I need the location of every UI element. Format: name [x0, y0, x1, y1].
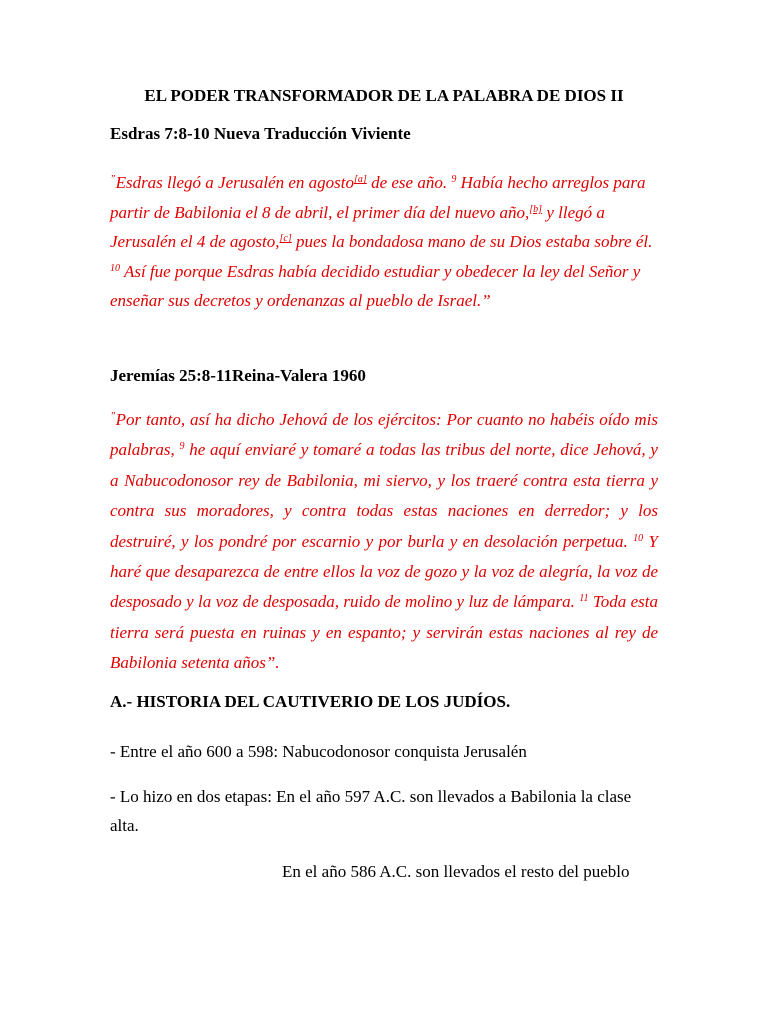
verse-number-9: 9	[451, 174, 457, 185]
verse-number-11: 11	[579, 593, 589, 605]
quote-esdras	[110, 168, 658, 316]
quote-text: Toda esta tierra será puesta en ruinas y en espanto; y servirán estas naciones al rey de Babilonia setenta años”.	[110, 592, 658, 673]
quote-text: de ese año.	[366, 173, 452, 192]
quote-text: pues la bondadosa mano de su Dios estaba sobre él.	[291, 232, 653, 252]
footnote-link-c[interactable]: [c]	[279, 233, 292, 245]
quote-text: Por tanto, así ha dicho Jehová de los ejércitos: Por cuanto no habéis oído mis palabras,	[110, 410, 658, 460]
document-title: EL PODER TRANSFORMADOR DE LA PALABRA DE DIOS II	[144, 86, 624, 105]
quote-jeremias	[110, 405, 658, 679]
footnote-link-b[interactable]: [b]	[529, 203, 543, 215]
paragraph-two-stages: - Lo hizo en dos etapas: En el año 597 A.C. son llevados a Babilonia la clase alta.	[110, 787, 632, 835]
open-quote-mark: ”	[110, 174, 116, 185]
open-quote-mark: ”	[110, 411, 116, 422]
scripture-reference-jeremias: Jeremías 25:8-11Reina-Valera 1960	[110, 366, 366, 385]
paragraph-second-stage: En el año 586 A.C. son llevados el resto del pueblo	[282, 862, 630, 881]
scripture-reference-esdras: Esdras 7:8-10 Nueva Traducción Viviente	[110, 124, 411, 143]
quote-text: Había hecho arreglos para partir de Babilonia el 8 de abril, el primer día del nuevo año,	[110, 173, 646, 222]
quote-text: y llegó a Jerusalén el 4 de agosto,	[110, 202, 605, 252]
quote-text: Esdras llegó a Jerusalén en agosto	[115, 173, 355, 192]
section-heading: A.- HISTORIA DEL CAUTIVERIO DE LOS JUDÍOS.	[110, 692, 511, 711]
verse-number-10: 10	[110, 262, 120, 274]
verse-number-10: 10	[633, 532, 644, 544]
paragraph-conquest: - Entre el año 600 a 598: Nabucodonosor conquista Jerusalén	[110, 742, 527, 761]
quote-text: Así fue porque Esdras había decidido estudiar y obedecer la ley del Señor y enseñar sus decretos y ordenanzas al pueblo de Israel.”	[110, 261, 641, 311]
quote-text: Y haré que desaparezca de entre ellos la voz de gozo y la voz de alegría, la voz de desposado y la voz de desposada, ruido de molino y luz de lámpara.	[110, 531, 658, 612]
footnote-link-a[interactable]: [a]	[354, 174, 367, 185]
verse-number-9: 9	[179, 441, 185, 453]
quote-text: he aquí enviaré y tomaré a todas las tribus del norte, dice Jehová, y a Nabucodonosor rey de Babilonia, mi siervo, y los traeré contra esta tierra y contra sus moradores, y contra todas estas naciones en derredor; y los destruiré, y los pondré por escarnio y por burla y en desolación perpetua.	[110, 440, 658, 551]
